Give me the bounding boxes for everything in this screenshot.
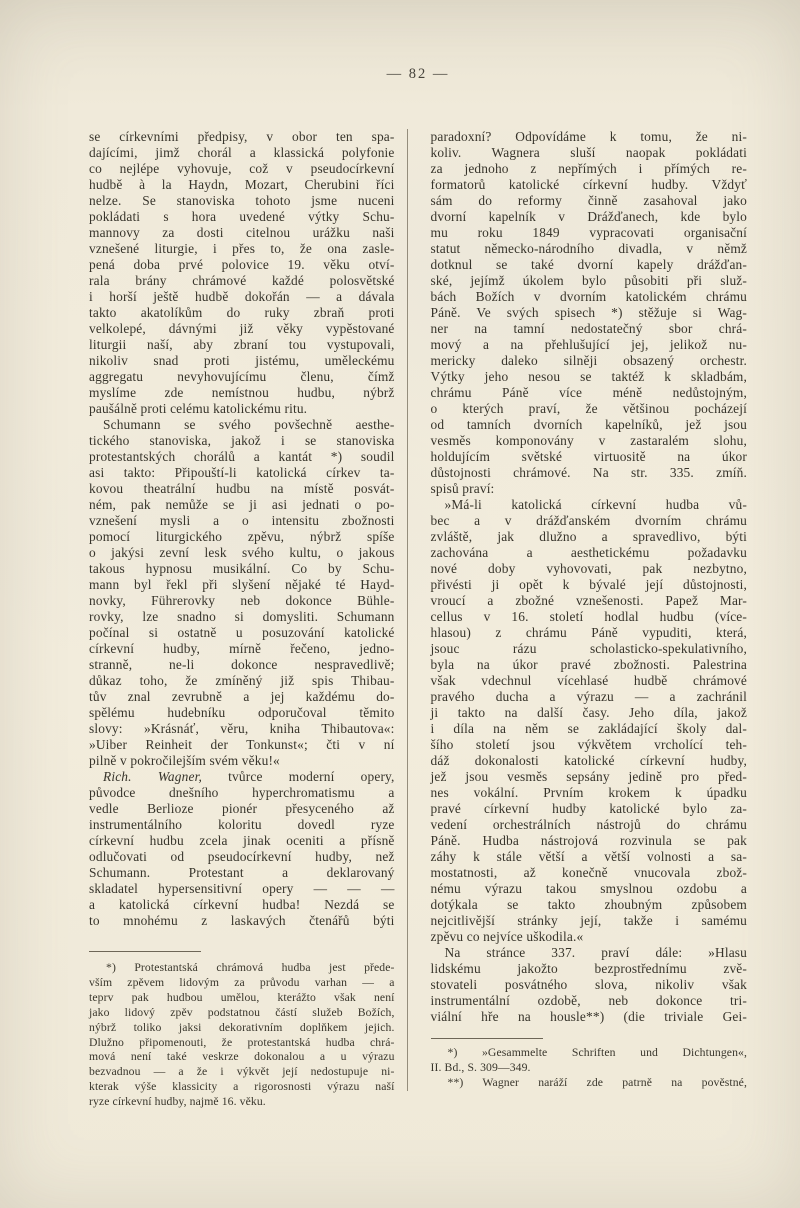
text-line: formatorů katolické církevní hudby. Vždyť [430,177,747,192]
text-line: jež jsou vesměs sepsány jedině pro před- [430,769,747,784]
text-line: protestantských chorálů a kantát *) soudil [89,449,395,464]
text-line: dáž dokonalosti katolické církevní hudby, [430,753,747,768]
footnote-line: jako lidový zpěv podstatnou částí služeb Božích, [89,1005,395,1019]
text-line: počínal si ostatně u posuzování katolické [89,625,395,640]
text-line: nové doby vyhovovati, pak nezbytno, [430,561,747,576]
text-line: ner na tamní nedostatečný sbor chrá- [430,321,747,336]
footnote-line: *) »Gesammelte Schriften und Dichtungen«, [447,1046,747,1059]
text-line: tického stanoviska, jakož i se stanoviska [89,433,395,448]
text-line: zvláště, jak dlužno a spravedlivo, býti [430,529,747,544]
text-line: dotýkala se takto zhoubným způsobem [430,897,747,912]
text-line: mu roku 1849 vypracovati organisační [430,225,747,240]
text-line: kovou theatrální hudbu na místě posvát- [89,481,395,496]
text-line: rala brány chrámové každé polosvětské [89,273,395,288]
text-line: ji takto na další časy. Jeho díla, jakož [430,705,747,720]
text-line: pilně v pokročilejším svém věku!« [89,753,280,768]
text-line: však vdechnul vícehlasé hudbě chrámové [430,673,747,688]
text-line: Na stránce 337. praví dále: »Hlasu [444,945,747,960]
text-line: pená doba prvé polovice 19. věku otví- [89,257,395,272]
text-line: nému výrazu takou smyslnou ozdobu a [430,881,747,896]
text-line: asi takto: Připouští-li katolická církev ta- [89,465,395,480]
text-line: instrumentální ozdobě, neb dokonce tri- [430,993,747,1008]
text-line: nejcitlivější stránky její, takže i samému [430,913,747,928]
text-line: holdujícím světské virtuositě na úkor [430,449,747,464]
text-line: spisů praví: [430,481,495,496]
text-line: vznešené liturgie, i přes to, že ona zasle- [89,241,395,256]
text-line: o jakýsi zevní lesk svého kultu, o jakous [89,545,395,560]
text-line: myslíme zde nemístnou hudbu, nýbrž [89,385,395,400]
text-line: Schumann se svého povšechně aesthe- [103,417,395,432]
text-line: koliv. Wagnera sluší naopak pokládati [430,145,747,160]
footnote-line: ryze církevní hudby, najmě 16. věku. [89,1095,266,1109]
footnote-separator-rule [89,951,201,952]
footnote-line: Dlužno připomenouti, že protestantská hudba chrá- [89,1035,395,1049]
footnote-line: nýbrž toliko jaksi dekorativním doplňkem jejich. [89,1020,395,1034]
text-line: vedení orchestrálních nástrojů do chrámu [430,817,747,832]
text-line: mový a na přehlušující jej, jelikož nu- [430,337,747,352]
text-line: důstojnosti chrámové. Na str. 335. zmíň. [430,465,747,480]
text-line: vroucí a zbožné vznešenosti. Papež Mar- [430,593,747,608]
text-line: pravého ducha a výrazu — a zachránil [430,689,747,704]
text-line: vznešení mysli a o intensitu zbožnosti [89,513,395,528]
text-line: i díla na něm se zakládající školy dal- [430,721,747,736]
text-line: viální hře na housle**) (die triviale Gei- [430,1009,747,1024]
text-line: byla na úkor pravé zbožnosti. Palestrina [430,657,747,672]
footnote-line: II. Bd., S. 309—349. [430,1060,531,1074]
footnote-line: bezvadnou — a že i výkvět její nedostupuje ni- [89,1065,395,1079]
text-line: sám do reformy činně zasahoval jako [430,193,747,208]
footnote-separator-rule [431,1038,543,1039]
text-line: pokládati s hora uvedené výtky Schu- [89,209,395,224]
text-line: Schumann. Protestant a deklarovaný [89,865,395,880]
text-line: mannovy za dosti citelnou urážku naši [89,225,395,240]
text-line: jsouc rázu scholasticko-spekulativního, [430,641,747,656]
text-line: statut německo-národního divadla, v němž [430,241,747,256]
text-line: pravé církevní hudby katolické bylo za- [430,801,747,816]
text-line: důkaz toho, že zmíněný již spis Thibau- [89,673,395,688]
text-line: od tamních dvorních kapelníků, jež jsou [430,417,747,432]
text-line: Páně. Ve svých spisech *) stěžuje si Wag- [430,305,747,320]
author-name-italic: Rich. Wagner, [103,769,202,784]
text-line: takto akatolíkům do ruky zbraň proti [89,305,395,320]
text-line: Rich. Wagner, tvůrce moderní opery, [103,769,395,784]
text-line: záhy k stále větší a větší volnosti a sa- [430,849,747,864]
text-line: církevní hudby, mírně řečeno, jedno- [89,641,395,656]
text-line: za jednoho z nepřímých i přímých re- [430,161,747,176]
text-line: přivésti ji opět k bývalé její důstojnosti, [430,577,747,592]
column-left [89,129,395,1110]
text-line: aggregatu nevyhovujícímu členu, čímž [89,369,395,384]
text-line: šího století jsou výkvětem vrcholící teh- [430,737,747,752]
text-line: a katolická církevní hudba! Nezdá se [89,897,395,912]
footnote-line: kterak výše klassicity a rigorosnosti výrazu naší [89,1080,395,1094]
text-line: cellus v 16. století hodlal hudbu (více- [430,609,747,624]
footnote-line: vším zpěvem lidovým za průvodu varhan — a [89,975,395,989]
text-line: bec a v drážďanském dvorním chrámu [430,513,747,528]
text-line: to mnohému z laskavých čtenářů býti [89,913,395,928]
text-line: co nejlépe vyhovuje, což v pseudocírkevní [89,161,395,176]
text-block [89,129,747,1110]
text-line: spělému hudebníku odporučoval těmito [89,705,395,720]
text-line: odlučovati od pseudocírkevní hudby, než [89,849,395,864]
text-line: rovky, lze snadno si domysliti. Schumann [89,609,395,624]
text-line: paradoxní? Odpovídáme k tomu, že ni- [430,129,747,144]
text-line: nikoliv snad proti jistému, uměleckému [89,353,395,368]
footnote-line: **) Wagner naráží zde patrně na pověstné, [447,1075,747,1089]
text-line: dotknul se také dvorní kapely drážďan- [430,257,747,272]
text-line: mostatnosti, až konečně vnucovala zbož- [430,865,747,880]
text-line: dvorní kapelník v Drážďanech, kde bylo [430,209,747,224]
text-line: církevní hudbu zcela jinak oceniti a přísně [89,833,395,848]
footnote-line: mová není také veskrze dokonalou a u výrazu [89,1050,395,1064]
text-line: mericky daleko silněji obsazený orchestr. [430,353,747,368]
text-line: zpěvu co nejvíce uškodila.« [430,929,584,944]
text-line: hudbě à la Haydn, Mozart, Cherubini říci [89,177,395,192]
text-line: ném, pak nemůže se ji asi jednati o po- [89,497,395,512]
text-line: takous hypnosu musikální. Co by Schu- [89,561,395,576]
footnote-line: *) Protestantská chrámová hudba jest přede- [106,961,395,974]
footnote-line: teprv pak hudbou umělou, kterážto však není [89,990,395,1004]
text-line: liturgii naší, aby zbraní tou vystupovali, [89,337,395,352]
text-line: i horší ještě hudbě dokořán — a dávala [89,289,395,304]
text-line: paušálně proti celému katolickému ritu. [89,401,308,416]
text-line: stovateli posvátného slova, nikoliv však [430,977,747,992]
text-line: novky, Führerovky neb dokonce Bühle- [89,593,395,608]
text-line: skladatel hypersensitivní opery — — — [89,881,395,896]
column-divider-rule [407,129,408,1091]
column-right [431,129,747,1091]
text-line: chrámu Páně více méně nedůstojným, [430,385,747,400]
text-line: Páně. Hudba nástrojová rozvinula se pak [430,833,747,848]
text-line: se církevními předpisy, v obor ten spa- [89,129,395,144]
text-line: »Má-li katolická církevní hudba vů- [444,497,747,512]
text-line: velkolepé, dávnými již věky vypěstované [89,321,395,336]
text-line: pomocí liturgického zpěvu, nýbrž spíše [89,529,395,544]
text-line: »Uiber Reinheit der Tonkunst«; čti v ní [89,737,395,752]
text-line: o kterých praví, že většinou pocházejí [430,401,747,416]
text-line: hlasou) z chrámu Páně vypuditi, která, [430,625,747,640]
text-line: slovy: »Krásnáť, věru, kniha Thibautova«: [89,721,395,736]
text-line: lidskému jakožto bezprostřednímu zvě- [430,961,747,976]
text-line: Výtky jeho nesou se taktéž k skladbám, [430,369,747,384]
text-line: ské, jejímž úkolem bylo působiti při služ- [430,273,747,288]
text-line: dajícími, jimž chorál a klassická polyfonie [89,145,395,160]
text-line: nes vokální. Prvním krokem k úpadku [430,785,747,800]
text-line: vesměs komponovány v zastaralém slohu, [430,433,747,448]
text-line: bách Božích v dvorním katolickém chrámu [430,289,747,304]
page-number: — 82 — [386,66,450,82]
text-line: vedle Berlioze pionér přesyceného až [89,801,395,816]
text-line: zachována a aesthetickému požadavku [430,545,747,560]
text-line: instrumentálního koloritu dovedl ryze [89,817,395,832]
text-line: tův znal zevrubně a jej každému do- [89,689,395,704]
text-line: mann byl řekl při slyšení nějaké té Hayd- [89,577,395,592]
text-line: nelze. Se stanoviska tohoto jsme nuceni [89,193,395,208]
text-line: původce dnešního hyperchromatismu a [89,785,395,800]
text-line: stranně, ne-li dokonce nespravedlivě; [89,657,395,672]
